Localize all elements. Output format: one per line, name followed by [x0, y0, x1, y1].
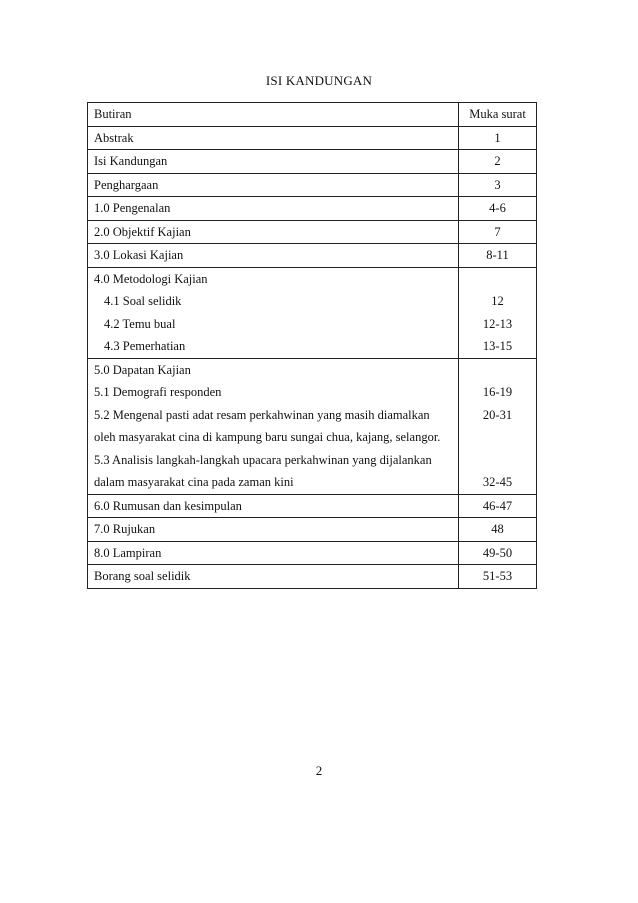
- table-row: [88, 267, 537, 358]
- dapatan-sub2-line2: oleh masyarakat cina di kampung baru sungai chua, kajang, selangor.: [94, 430, 441, 444]
- metodologi-heading: 4.0 Metodologi Kajian: [94, 271, 208, 286]
- row-item-penghargaan: Penghargaan: [88, 173, 459, 197]
- row-page-isi: 2: [459, 150, 537, 174]
- row-page-rujukan: 48: [459, 518, 537, 542]
- header-item: Butiran: [88, 103, 459, 127]
- row-item-rumusan: 6.0 Rumusan dan kesimpulan: [88, 494, 459, 518]
- header-page: Muka surat: [459, 103, 537, 127]
- table-row: [88, 494, 537, 518]
- table-row: [88, 126, 537, 150]
- metodologi-sub-page: 13-15: [482, 339, 513, 353]
- row-page-dapatan: [459, 358, 537, 494]
- table-row: [88, 565, 537, 589]
- row-page-metodologi: [459, 267, 537, 358]
- metodologi-sub-page: 12: [491, 294, 504, 308]
- dapatan-sub1: 5.1 Demografi responden: [94, 385, 222, 399]
- table-row: [88, 518, 537, 542]
- dapatan-sub2-page: 20-31: [482, 407, 513, 422]
- dapatan-heading: 5.0 Dapatan Kajian: [94, 362, 191, 377]
- row-item-pengenalan: 1.0 Pengenalan: [88, 197, 459, 221]
- row-page-abstrak: 1: [459, 126, 537, 150]
- table-of-contents: [87, 102, 537, 589]
- document-title: ISI KANDUNGAN: [265, 73, 373, 88]
- row-item-objektif: 2.0 Objektif Kajian: [88, 220, 459, 244]
- metodologi-sub-item: 4.2 Temu bual: [104, 316, 176, 331]
- dapatan-sub2-line1: 5.2 Mengenal pasti adat resam perkahwinan yang masih diamalkan: [94, 407, 430, 422]
- row-page-rumusan: 46-47: [459, 494, 537, 518]
- row-page-borang: 51-53: [459, 565, 537, 589]
- table-row: [88, 220, 537, 244]
- table-row: [88, 173, 537, 197]
- row-item-abstrak: Abstrak: [88, 126, 459, 150]
- table-row: [88, 197, 537, 221]
- row-item-dapatan: [88, 358, 459, 494]
- metodologi-sub-item: 4.1 Soal selidik: [104, 294, 182, 308]
- table-row: [88, 358, 537, 494]
- row-page-objektif: 7: [459, 220, 537, 244]
- metodologi-sub-page: 12-13: [482, 316, 513, 331]
- row-item-rujukan: 7.0 Rujukan: [88, 518, 459, 542]
- table-header-row: [88, 103, 537, 127]
- page-number: 2: [315, 763, 323, 778]
- row-page-pengenalan: 4-6: [459, 197, 537, 221]
- row-item-lampiran: 8.0 Lampiran: [88, 541, 459, 565]
- table-row: [88, 150, 537, 174]
- row-page-lampiran: 49-50: [459, 541, 537, 565]
- row-item-lokasi: 3.0 Lokasi Kajian: [88, 244, 459, 268]
- row-item-isi: Isi Kandungan: [88, 150, 459, 174]
- row-page-penghargaan: 3: [459, 173, 537, 197]
- row-item-borang: Borang soal selidik: [88, 565, 459, 589]
- table-row: [88, 244, 537, 268]
- dapatan-sub3-page: 32-45: [482, 475, 513, 489]
- row-item-metodologi: [88, 267, 459, 358]
- dapatan-sub1-page: 16-19: [482, 385, 513, 399]
- dapatan-sub3-line1: 5.3 Analisis langkah-langkah upacara perkahwinan yang dijalankan: [94, 452, 432, 467]
- table-row: [88, 541, 537, 565]
- metodologi-sub-item: 4.3 Pemerhatian: [104, 339, 186, 353]
- row-page-lokasi: 8-11: [459, 244, 537, 268]
- dapatan-sub3-line2: dalam masyarakat cina pada zaman kini: [94, 475, 294, 489]
